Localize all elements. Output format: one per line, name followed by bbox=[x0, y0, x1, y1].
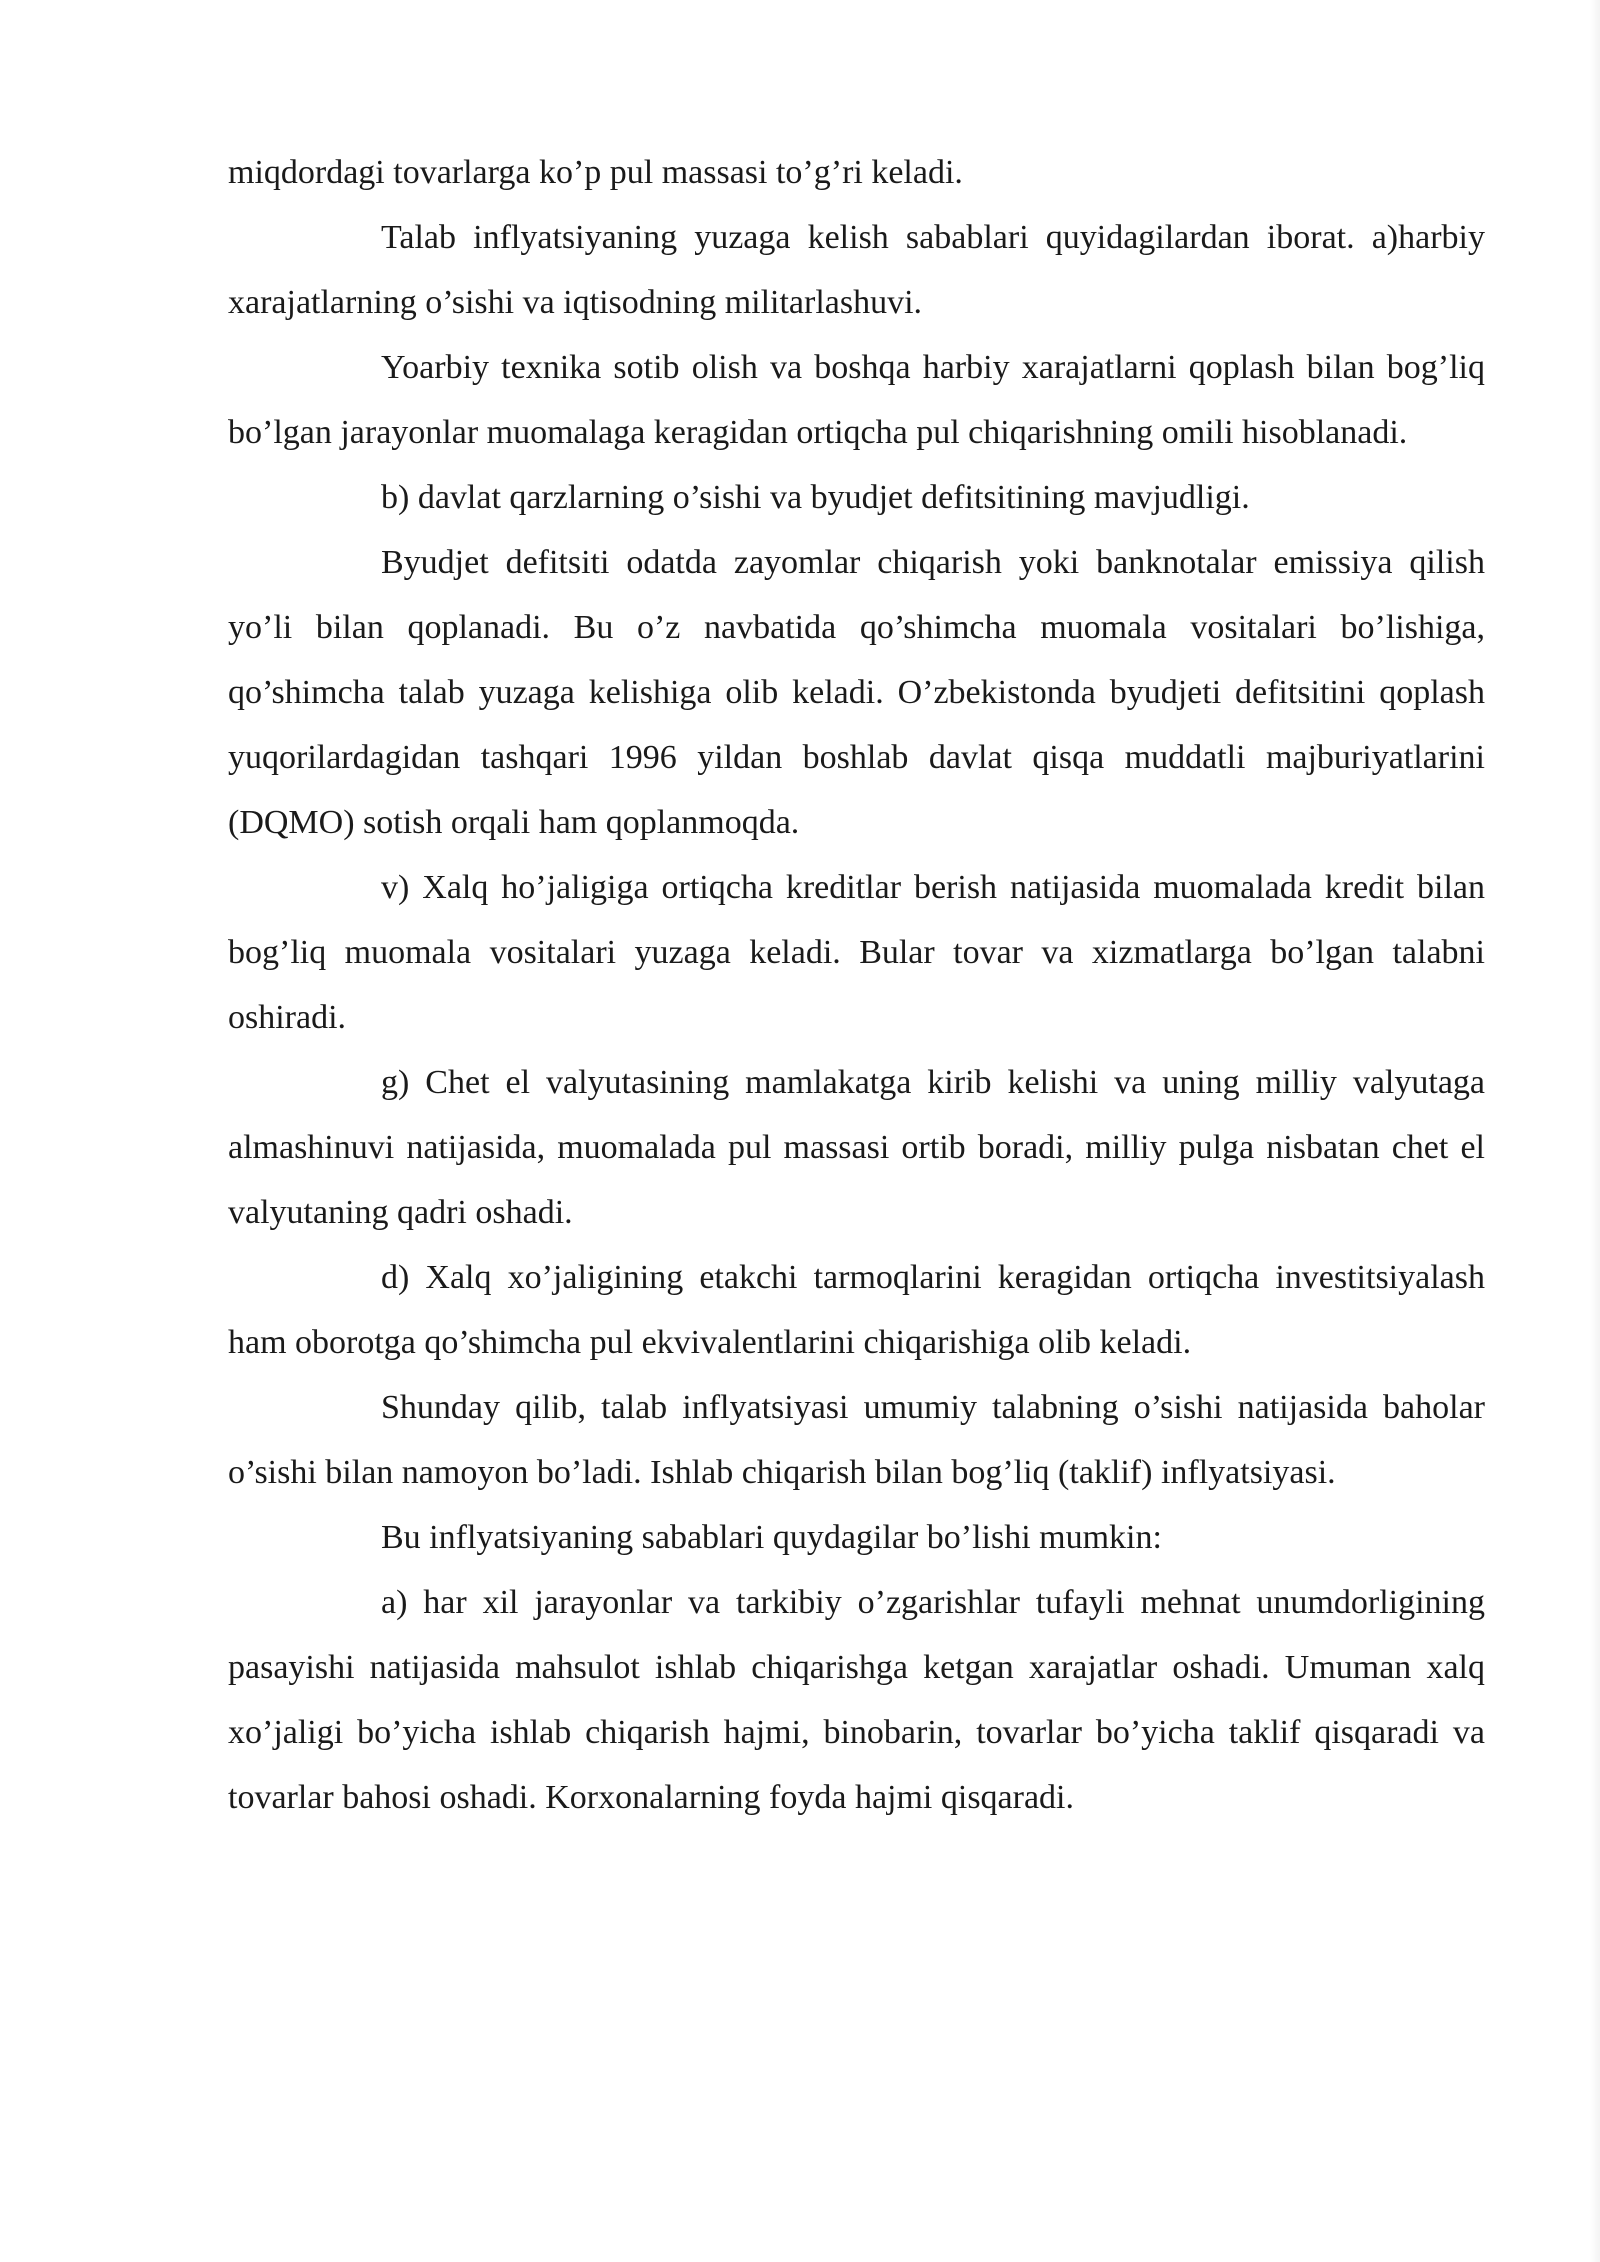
paragraph-supply-inflation-causes: Bu inflyatsiyaning sabablari quydagilar bo’lishi mumkin: bbox=[381, 1519, 1162, 1556]
paragraph-item-a: a) har xil jarayonlar va tarkibiy o’zgarishlar tufayli mehnat unumdorligining pasayishi natijasida mahsulot ishlab chiqarishga ketgan xarajatlar oshadi. Umuman xalq xo’jaligi bo’yicha ishlab chiqarish hajmi, binobarin, tovarlar bo’yicha taklif qisqaradi va tovarlar bahosi oshadi. Korxonalarning foyda hajmi qisqaradi. bbox=[228, 1584, 1485, 1816]
paragraph-item-v: v) Xalq ho’jaligiga ortiqcha kreditlar berish natijasida muomalada kredit bilan bog’liq muomala vositalari yuzaga keladi. Bular tovar va xizmatlarga bo’lgan talabni oshiradi. bbox=[228, 869, 1485, 1036]
paragraph-budget-deficit: Byudjet defitsiti odatda zayomlar chiqarish yoki banknotalar emissiya qilish yo’li bilan qoplanadi. Bu o’z navbatida qo’shimcha muomala vositalari bo’lishiga, qo’shimcha talab yuzaga kelishiga olib keladi. O’zbekistonda byudjeti defitsitini qoplash yuqorilardagidan tashqari 1996 yildan boshlab davlat qisqa muddatli majburiyatlarini (DQMO) sotish orqali ham qoplanmoqda. bbox=[228, 544, 1485, 841]
paragraph-item-b: b) davlat qarzlarning o’sishi va byudjet defitsitining mavjudligi. bbox=[381, 479, 1250, 516]
paragraph-summary: Shunday qilib, talab inflyatsiyasi umumiy talabning o’sishi natijasida baholar o’sishi bilan namoyon bo’ladi. Ishlab chiqarish bilan bog’liq (taklif) inflyatsiyasi. bbox=[228, 1389, 1485, 1491]
document-page bbox=[228, 140, 1485, 1830]
paragraph-item-g: g) Chet el valyutasining mamlakatga kirib kelishi va uning milliy valyutaga almashinuvi natijasida, muomalada pul massasi ortib boradi, milliy pulga nisbatan chet el valyutaning qadri oshadi. bbox=[228, 1064, 1485, 1231]
paragraph-demand-inflation-causes: Talab inflyatsiyaning yuzaga kelish sabablari quyidagilardan iborat. a)harbiy xarajatlarning o’sishi va iqtisodning militarlashuvi. bbox=[228, 219, 1485, 321]
page-edge-shadow bbox=[1590, 0, 1600, 2262]
paragraph-military-spending: Yoarbiy texnika sotib olish va boshqa harbiy xarajatlarni qoplash bilan bog’liq bo’lgan jarayonlar muomalaga keragidan ortiqcha pul chiqarishning omili hisoblanadi. bbox=[228, 349, 1485, 451]
paragraph-continuation: miqdordagi tovarlarga ko’p pul massasi to’g’ri keladi. bbox=[228, 154, 963, 191]
paragraph-item-d: d) Xalq xo’jaligining etakchi tarmoqlarini keragidan ortiqcha investitsiyalash ham oborotga qo’shimcha pul ekvivalentlarini chiqarishiga olib keladi. bbox=[228, 1259, 1485, 1361]
